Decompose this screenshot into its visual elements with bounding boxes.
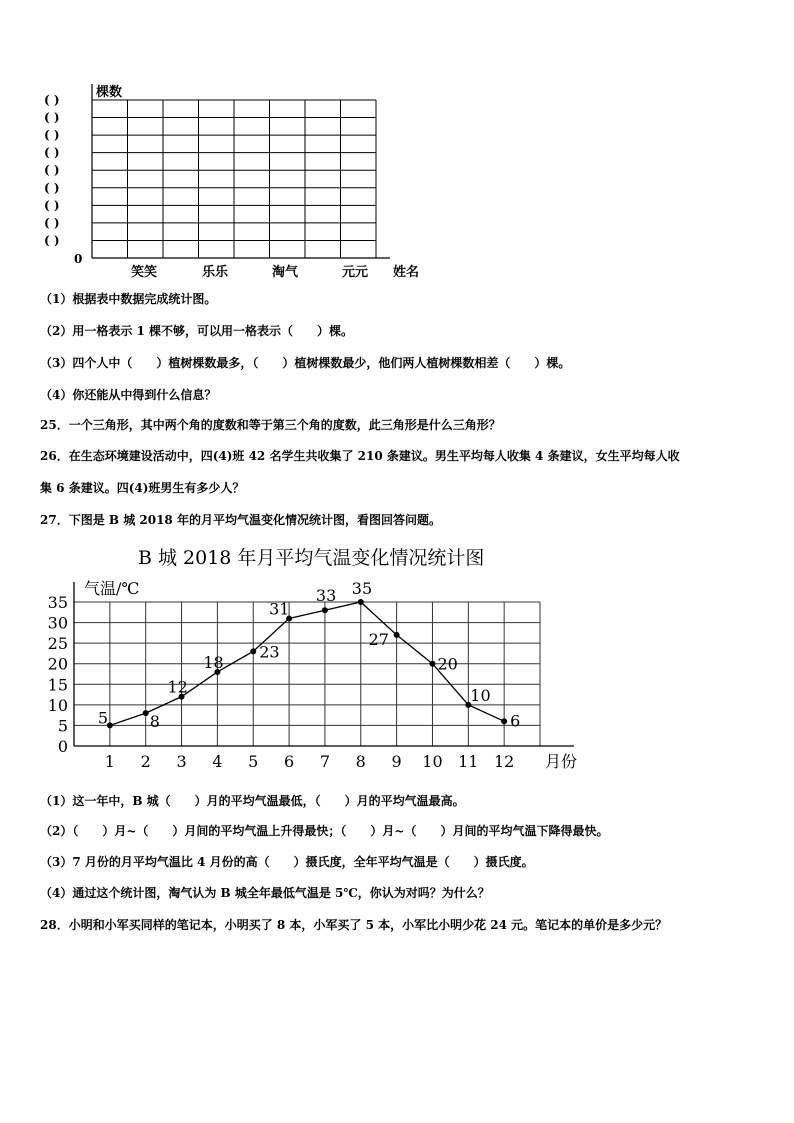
bar-x-label: 姓名 bbox=[393, 265, 420, 280]
data-label: 35 bbox=[351, 579, 373, 598]
blank-tick-label: ( ) bbox=[44, 198, 60, 213]
data-point bbox=[143, 710, 149, 716]
q27-sub-3: （3）7 月份的月平均气温比 4 月份的高（ ）摄氏度，全年平均气温是（ ）摄氏度。 bbox=[40, 855, 534, 869]
x-tick-label: 3 bbox=[176, 752, 187, 771]
bar-name-label: 元元 bbox=[342, 265, 369, 280]
data-point bbox=[322, 607, 328, 613]
data-point bbox=[358, 599, 364, 605]
x-tick-label: 6 bbox=[283, 752, 295, 771]
blank-tick-label: ( ) bbox=[44, 145, 60, 160]
blank-tick-label: ( ) bbox=[44, 93, 60, 107]
y-tick-label: 30 bbox=[47, 613, 68, 633]
chart-x-axis-label: 月份 bbox=[545, 752, 578, 771]
chart-x-tick-labels bbox=[105, 752, 515, 771]
x-tick-label: 4 bbox=[212, 752, 223, 771]
data-point bbox=[394, 632, 400, 638]
x-tick-label: 11 bbox=[458, 752, 479, 771]
data-label: 33 bbox=[315, 586, 337, 606]
bar-name-label: 淘气 bbox=[272, 265, 299, 280]
y-tick-label: 0 bbox=[57, 737, 68, 756]
q24-sub-2: （2）用一格表示 1 棵不够，可以用一格表示（ ）棵。 bbox=[40, 324, 354, 338]
question-26-line-2: 集 6 条建议。四(4)班男生有多少人？ bbox=[40, 481, 245, 495]
question-28: 28．小明和小军买同样的笔记本，小明买了 8 本，小军买了 5 本，小军比小明少花 24 元。笔记本的单价是多少元？ bbox=[40, 918, 668, 932]
data-label: 23 bbox=[259, 642, 280, 662]
y-tick-label: 10 bbox=[47, 695, 68, 715]
chart-y-axis-label: 气温/℃ bbox=[84, 579, 140, 598]
x-tick-label: 12 bbox=[493, 752, 515, 771]
x-tick-label: 5 bbox=[248, 752, 259, 771]
blank-tick-label: ( ) bbox=[44, 215, 60, 230]
x-tick-label: 7 bbox=[319, 752, 331, 771]
q27-sub-1: （1）这一年中，B 城（ ）月的平均气温最低，（ ）月的平均气温最高。 bbox=[40, 794, 465, 808]
bar-grid-lines bbox=[92, 84, 390, 258]
chart-y-tick-labels bbox=[48, 593, 68, 756]
data-label: 20 bbox=[437, 654, 458, 674]
question-25: 25．一个三角形，其中两个角的度数和等于第三个角的度数，此三角形是什么三角形？ bbox=[40, 418, 501, 432]
bar-name-label: 乐乐 bbox=[202, 265, 229, 280]
x-tick-label: 10 bbox=[422, 752, 443, 771]
blank-bar-grid bbox=[0, 0, 794, 290]
chart-title: B 城 2018 年月平均气温变化情况统计图 bbox=[138, 547, 485, 569]
q24-sub-1: （1）根据表中数据完成统计图。 bbox=[40, 292, 217, 306]
blank-tick-label: ( ) bbox=[44, 233, 60, 248]
temperature-line-chart bbox=[0, 540, 794, 780]
blank-tick-label: ( ) bbox=[44, 163, 60, 178]
data-point bbox=[250, 648, 256, 654]
data-point bbox=[429, 661, 435, 667]
data-label: 31 bbox=[269, 599, 290, 619]
question-27: 27．下图是 B 城 2018 年的月平均气温变化情况统计图，看图回答问题。 bbox=[40, 513, 441, 527]
q24-sub-4: （4）你还能从中得到什么信息？ bbox=[40, 388, 217, 402]
data-label: 6 bbox=[510, 711, 521, 731]
data-label: 12 bbox=[167, 677, 188, 697]
blank-tick-label: ( ) bbox=[44, 180, 60, 195]
data-label: 5 bbox=[97, 708, 109, 728]
data-label: 27 bbox=[368, 629, 389, 649]
bar-y-label: 棵数 bbox=[96, 85, 123, 100]
q27-sub-2: （2）（ ）月~（ ）月间的平均气温上升得最快；（ ）月~（ ）月间的平均气温下降得最快。 bbox=[40, 824, 609, 838]
x-tick-label: 8 bbox=[355, 752, 366, 771]
q27-sub-4: （4）通过这个统计图，淘气认为 B 城全年最低气温是 5℃，你认为对吗？为什么？ bbox=[40, 886, 490, 900]
y-tick-label: 35 bbox=[47, 593, 68, 612]
data-label: 8 bbox=[149, 712, 160, 732]
bar-grid-ticks bbox=[44, 93, 60, 247]
q24-sub-3: （3）四个人中（ ）植树棵数最多，（ ）植树棵数最少，他们两人植树棵数相差（ ）棵。 bbox=[40, 356, 571, 370]
question-26-line-1: 26．在生态环境建设活动中，四(4)班 42 名学生共收集了 210 条建议。男生平均每人收集 4 条建议，女生平均每人收 bbox=[40, 449, 680, 463]
y-tick-label: 5 bbox=[57, 716, 68, 736]
y-tick-label: 25 bbox=[47, 634, 68, 654]
data-label: 10 bbox=[470, 685, 491, 705]
bar-name-label: 笑笑 bbox=[131, 265, 158, 280]
blank-tick-label: ( ) bbox=[44, 128, 60, 143]
bar-zero-label: 0 bbox=[74, 252, 83, 266]
x-tick-label: 9 bbox=[391, 752, 402, 771]
y-tick-label: 15 bbox=[47, 675, 68, 695]
x-tick-label: 2 bbox=[140, 752, 151, 771]
y-tick-label: 20 bbox=[47, 654, 68, 674]
data-point bbox=[501, 718, 507, 724]
data-label: 18 bbox=[203, 652, 224, 672]
blank-tick-label: ( ) bbox=[44, 110, 60, 125]
x-tick-label: 1 bbox=[104, 752, 115, 771]
